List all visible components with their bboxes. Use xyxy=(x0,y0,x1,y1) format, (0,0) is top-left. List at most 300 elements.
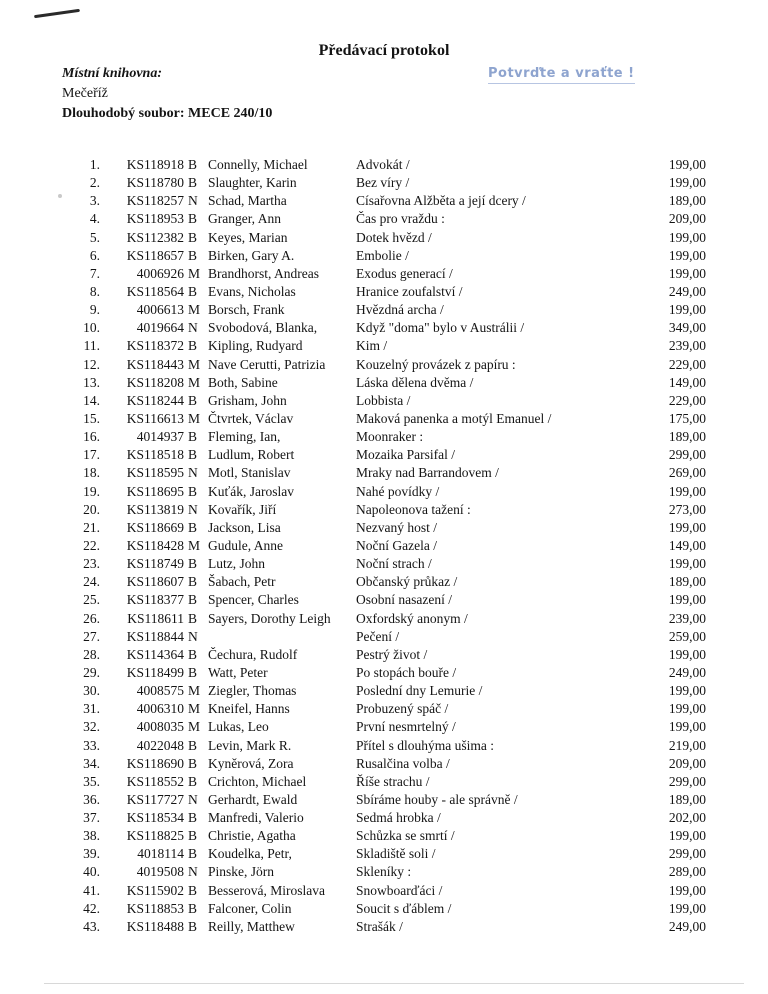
item-type: B xyxy=(188,211,198,227)
item-title: Kim / xyxy=(356,338,388,354)
item-code: KS118780 xyxy=(126,175,184,191)
item-title: Probuzený spáč / xyxy=(356,701,449,717)
list-item xyxy=(0,573,768,591)
item-price: 202,00 xyxy=(668,810,706,826)
item-title: Nahé povídky / xyxy=(356,483,440,499)
item-code: 4022048 xyxy=(136,737,184,753)
item-title: Občanský průkaz / xyxy=(356,574,458,590)
item-author: Evans, Nicholas xyxy=(208,283,296,299)
item-author: Kuťák, Jaroslav xyxy=(208,483,294,499)
item-type: B xyxy=(188,592,198,608)
item-type: B xyxy=(188,175,198,191)
list-item xyxy=(0,247,768,265)
item-author: Connelly, Michael xyxy=(208,157,308,172)
item-number: 6. xyxy=(89,247,100,263)
item-author: Nave Cerutti, Patrizia xyxy=(208,356,326,372)
item-number: 26. xyxy=(83,610,100,626)
item-type: M xyxy=(188,265,201,281)
list-item xyxy=(0,446,768,464)
item-price: 149,00 xyxy=(668,374,706,390)
item-type: B xyxy=(188,755,198,771)
item-price: 349,00 xyxy=(668,320,706,336)
list-item xyxy=(0,537,768,555)
item-title: Exodus generací / xyxy=(356,265,453,281)
list-item xyxy=(0,918,768,936)
item-author: Motl, Stanislav xyxy=(208,465,291,481)
item-number: 37. xyxy=(83,810,100,826)
item-author: Čtvrtek, Václav xyxy=(208,410,294,426)
item-price: 199,00 xyxy=(668,900,706,916)
item-code: 4018114 xyxy=(137,846,184,862)
item-type: M xyxy=(188,683,201,699)
item-price: 229,00 xyxy=(668,392,706,408)
item-title: Láska dělena dvěma / xyxy=(356,374,474,390)
item-code: KS118534 xyxy=(126,810,184,826)
item-type: B xyxy=(188,610,198,626)
item-code: KS118853 xyxy=(126,900,184,916)
item-number: 5. xyxy=(89,229,100,245)
item-type: B xyxy=(188,157,198,172)
item-number: 9. xyxy=(89,302,100,318)
item-code: KS118695 xyxy=(126,483,184,499)
item-author: Kovařík, Jiří xyxy=(208,501,277,517)
item-type: N xyxy=(188,628,198,644)
item-code: 4008575 xyxy=(136,683,184,699)
item-title: Schůzka se smrtí / xyxy=(356,828,455,844)
item-code: KS118499 xyxy=(126,664,184,680)
item-code: KS118749 xyxy=(126,556,184,572)
list-item xyxy=(0,628,768,646)
item-title: Lobbista / xyxy=(356,392,411,408)
list-item xyxy=(0,610,768,628)
item-author: Besserová, Miroslava xyxy=(208,882,325,898)
list-item xyxy=(0,483,768,501)
item-title: Hvězdná archa / xyxy=(356,302,444,318)
item-price: 199,00 xyxy=(668,265,706,281)
item-type: N xyxy=(188,193,198,209)
item-type: M xyxy=(188,537,201,553)
item-code: KS118443 xyxy=(126,356,184,372)
item-price: 199,00 xyxy=(668,646,706,662)
item-author: Svobodová, Blanka, xyxy=(208,320,318,336)
list-item xyxy=(0,156,768,174)
bottom-rule xyxy=(44,983,744,984)
item-price: 199,00 xyxy=(668,701,706,717)
document-title: Předávací protokol xyxy=(318,42,450,59)
list-item xyxy=(0,682,768,700)
item-title: Napoleonova tažení : xyxy=(356,501,471,517)
item-number: 12. xyxy=(83,356,100,372)
item-author: Čechura, Rudolf xyxy=(208,646,298,662)
item-title: Kouzelný provázek z papíru : xyxy=(356,356,516,372)
item-type: B xyxy=(188,429,198,445)
item-number: 29. xyxy=(83,664,100,680)
item-code: KS118657 xyxy=(126,247,184,263)
item-type: B xyxy=(188,574,198,590)
item-code: KS118607 xyxy=(126,574,184,590)
item-type: B xyxy=(188,519,198,535)
list-item xyxy=(0,319,768,337)
item-type: M xyxy=(188,356,201,372)
list-item xyxy=(0,392,768,410)
item-price: 199,00 xyxy=(668,592,706,608)
item-author: Lukas, Leo xyxy=(208,719,269,735)
item-title: Poslední dny Lemurie / xyxy=(356,683,483,699)
item-price: 149,00 xyxy=(668,537,706,553)
item-code: KS118372 xyxy=(126,338,184,354)
item-type: B xyxy=(188,846,198,862)
item-author: Grisham, John xyxy=(208,392,287,408)
item-code: KS118595 xyxy=(126,465,184,481)
list-item xyxy=(0,646,768,664)
list-item xyxy=(0,755,768,773)
item-title: Čas pro vraždu : xyxy=(356,211,445,227)
item-author: Pinske, Jörn xyxy=(208,864,275,880)
item-number: 27. xyxy=(83,628,100,644)
item-title: První nesmrtelný / xyxy=(356,719,456,735)
item-code: KS114364 xyxy=(126,646,184,662)
item-code: 4008035 xyxy=(136,719,184,735)
item-number: 28. xyxy=(83,646,100,662)
item-number: 31. xyxy=(83,701,100,717)
item-price: 269,00 xyxy=(668,465,706,481)
item-type: B xyxy=(188,247,198,263)
item-price: 199,00 xyxy=(668,719,706,735)
list-item xyxy=(0,700,768,718)
item-title: Nezvaný host / xyxy=(356,519,437,535)
item-title: Dotek hvězd / xyxy=(356,229,432,245)
list-item xyxy=(0,882,768,900)
item-title: Skleníky : xyxy=(356,864,412,880)
item-code: KS112382 xyxy=(126,229,184,245)
list-item xyxy=(0,664,768,682)
item-number: 40. xyxy=(83,864,100,880)
item-title: Oxfordský anonym / xyxy=(356,610,468,626)
item-number: 22. xyxy=(83,537,100,553)
item-code: 4019508 xyxy=(136,864,184,880)
item-author: Slaughter, Karin xyxy=(208,175,297,191)
item-type: B xyxy=(188,338,198,354)
item-code: KS118611 xyxy=(127,610,184,626)
item-author: Ludlum, Robert xyxy=(208,447,295,463)
item-title: Hranice zoufalství / xyxy=(356,283,463,299)
item-number: 10. xyxy=(83,320,100,336)
list-item xyxy=(0,827,768,845)
item-number: 21. xyxy=(83,519,100,535)
item-code: KS118564 xyxy=(126,283,184,299)
item-author: Ziegler, Thomas xyxy=(208,683,297,699)
item-title: Pestrý život / xyxy=(356,646,428,662)
item-price: 229,00 xyxy=(668,356,706,372)
list-item xyxy=(0,174,768,192)
item-title: Mraky nad Barrandovem / xyxy=(356,465,499,481)
item-type: B xyxy=(188,483,198,499)
item-number: 16. xyxy=(83,429,100,445)
item-code: KS116613 xyxy=(126,410,184,426)
item-code: KS117727 xyxy=(126,791,184,807)
list-item xyxy=(0,845,768,863)
item-type: M xyxy=(188,410,201,426)
item-price: 219,00 xyxy=(668,737,706,753)
item-code: 4019664 xyxy=(136,320,184,336)
item-title: Bez víry / xyxy=(356,175,410,191)
item-price: 189,00 xyxy=(668,429,706,445)
item-number: 38. xyxy=(83,828,100,844)
item-type: B xyxy=(188,447,198,463)
item-author: Koudelka, Petr, xyxy=(208,846,292,862)
item-code: KS118552 xyxy=(126,773,184,789)
item-code: KS118518 xyxy=(126,447,184,463)
item-price: 239,00 xyxy=(668,338,706,354)
item-author: Jackson, Lisa xyxy=(208,519,281,535)
item-price: 199,00 xyxy=(668,175,706,191)
item-type: M xyxy=(188,374,201,390)
item-author: Gudule, Anne xyxy=(208,537,283,553)
list-item xyxy=(0,410,768,428)
item-code: KS118208 xyxy=(126,374,184,390)
item-number: 24. xyxy=(83,574,100,590)
item-author: Birken, Gary A. xyxy=(208,247,295,263)
item-code: 4006310 xyxy=(136,701,184,717)
item-author: Spencer, Charles xyxy=(208,592,299,608)
item-number: 20. xyxy=(83,501,100,517)
item-code: KS118428 xyxy=(126,537,184,553)
item-code: KS118953 xyxy=(126,211,184,227)
list-item xyxy=(0,356,768,374)
item-author: Levin, Mark R. xyxy=(208,737,292,753)
list-item xyxy=(0,464,768,482)
item-code: KS118669 xyxy=(126,519,184,535)
item-type: B xyxy=(188,283,198,299)
item-number: 25. xyxy=(83,592,100,608)
item-author: Granger, Ann xyxy=(208,211,281,227)
item-number: 36. xyxy=(83,791,100,807)
item-type: B xyxy=(188,773,198,789)
item-price: 273,00 xyxy=(668,501,706,517)
list-item xyxy=(0,265,768,283)
item-price: 289,00 xyxy=(668,864,706,880)
item-number: 4. xyxy=(89,211,100,227)
item-type: M xyxy=(188,719,201,735)
list-item xyxy=(0,718,768,736)
item-title: Moonraker : xyxy=(356,429,424,445)
item-author: Šabach, Petr xyxy=(208,574,276,590)
item-author: Watt, Peter xyxy=(208,664,268,680)
item-author: Brandhorst, Andreas xyxy=(208,265,319,281)
collection-label: Dlouhodobý soubor: MECE 240/10 xyxy=(62,106,273,121)
item-type: B xyxy=(188,392,198,408)
item-author: Sayers, Dorothy Leigh xyxy=(208,610,331,626)
item-author: Christie, Agatha xyxy=(208,828,296,844)
item-price: 249,00 xyxy=(668,283,706,299)
item-number: 19. xyxy=(83,483,100,499)
list-item xyxy=(0,301,768,319)
item-price: 199,00 xyxy=(668,556,706,572)
item-number: 35. xyxy=(83,773,100,789)
item-code: KS118918 xyxy=(126,157,184,172)
list-item xyxy=(0,555,768,573)
item-title: Skladiště soli / xyxy=(356,846,436,862)
item-price: 199,00 xyxy=(668,882,706,898)
item-type: N xyxy=(188,501,198,517)
list-item xyxy=(0,337,768,355)
item-title: Císařovna Alžběta a její dcery / xyxy=(356,193,526,209)
item-price: 299,00 xyxy=(668,773,706,789)
item-author: Kyněrová, Zora xyxy=(208,755,294,771)
item-author: Keyes, Marian xyxy=(208,229,288,245)
item-price: 239,00 xyxy=(668,610,706,626)
item-author: Crichton, Michael xyxy=(208,773,307,789)
item-number: 23. xyxy=(83,556,100,572)
item-title: Mozaika Parsifal / xyxy=(356,447,455,463)
item-price: 189,00 xyxy=(668,193,706,209)
item-price: 299,00 xyxy=(668,846,706,862)
item-code: KS118488 xyxy=(126,918,184,934)
list-item xyxy=(0,192,768,210)
item-author: Reilly, Matthew xyxy=(208,918,295,934)
item-price: 259,00 xyxy=(668,628,706,644)
item-type: B xyxy=(188,810,198,826)
item-type: B xyxy=(188,646,198,662)
item-price: 199,00 xyxy=(668,229,706,245)
item-code: KS118244 xyxy=(126,392,184,408)
item-price: 299,00 xyxy=(668,447,706,463)
item-price: 199,00 xyxy=(668,302,706,318)
list-item xyxy=(0,900,768,918)
item-title: Říše strachu / xyxy=(356,773,430,789)
item-title: Pečení / xyxy=(356,628,400,644)
list-item xyxy=(0,229,768,247)
library-label: Místní knihovna: xyxy=(62,66,162,81)
item-price: 209,00 xyxy=(668,755,706,771)
item-type: N xyxy=(188,465,198,481)
item-type: B xyxy=(188,918,198,934)
item-price: 199,00 xyxy=(668,247,706,263)
item-title: Strašák / xyxy=(356,918,403,934)
item-author: Gerhardt, Ewald xyxy=(208,791,298,807)
list-item xyxy=(0,737,768,755)
item-title: Po stopách bouře / xyxy=(356,664,457,680)
item-price: 199,00 xyxy=(668,519,706,535)
item-code: KS113819 xyxy=(126,501,184,517)
item-code: KS118690 xyxy=(126,755,184,771)
item-code: 4014937 xyxy=(136,429,184,445)
item-number: 14. xyxy=(83,392,100,408)
item-price: 199,00 xyxy=(668,828,706,844)
item-number: 33. xyxy=(83,737,100,753)
item-code: KS118844 xyxy=(126,628,184,644)
item-type: M xyxy=(188,701,201,717)
item-title: Advokát / xyxy=(356,157,410,172)
item-code: 4006613 xyxy=(136,302,184,318)
item-author: Kneifel, Hanns xyxy=(208,701,290,717)
item-price: 189,00 xyxy=(668,791,706,807)
item-title: Osobní nasazení / xyxy=(356,592,452,608)
item-title: Sbíráme houby - ale správně / xyxy=(356,791,518,807)
list-item xyxy=(0,501,768,519)
item-number: 1. xyxy=(89,157,100,172)
item-title: Noční Gazela / xyxy=(356,537,437,553)
pen-mark xyxy=(34,9,80,18)
item-number: 8. xyxy=(89,283,100,299)
item-type: B xyxy=(188,828,198,844)
item-number: 2. xyxy=(89,175,100,191)
item-code: KS118377 xyxy=(126,592,184,608)
list-item xyxy=(0,283,768,301)
library-name: Mečeříž xyxy=(62,86,108,101)
item-title: Snowboarďáci / xyxy=(356,882,443,898)
item-number: 43. xyxy=(83,918,100,934)
item-type: B xyxy=(188,882,198,898)
item-author: Borsch, Frank xyxy=(208,302,285,318)
item-author: Falconer, Colin xyxy=(208,900,292,916)
item-price: 199,00 xyxy=(668,483,706,499)
item-number: 18. xyxy=(83,465,100,481)
item-author: Schad, Martha xyxy=(208,193,287,209)
item-type: B xyxy=(188,556,198,572)
list-item xyxy=(0,519,768,537)
item-type: N xyxy=(188,320,198,336)
item-number: 7. xyxy=(89,265,100,281)
item-author: Manfredi, Valerio xyxy=(208,810,304,826)
item-number: 11. xyxy=(83,338,100,354)
item-author: Both, Sabine xyxy=(208,374,278,390)
item-code: KS118825 xyxy=(126,828,184,844)
item-number: 42. xyxy=(83,900,100,916)
item-price: 199,00 xyxy=(668,683,706,699)
item-number: 32. xyxy=(83,719,100,735)
item-title: Maková panenka a motýl Emanuel / xyxy=(356,410,552,426)
item-price: 209,00 xyxy=(668,211,706,227)
item-price: 175,00 xyxy=(668,410,706,426)
item-type: M xyxy=(188,302,201,318)
item-price: 199,00 xyxy=(668,157,706,172)
list-item xyxy=(0,863,768,881)
item-type: B xyxy=(188,664,198,680)
list-item xyxy=(0,791,768,809)
item-author: Kipling, Rudyard xyxy=(208,338,303,354)
item-type: N xyxy=(188,864,198,880)
item-price: 249,00 xyxy=(668,918,706,934)
item-number: 30. xyxy=(83,683,100,699)
list-item xyxy=(0,210,768,228)
list-item xyxy=(0,773,768,791)
item-number: 13. xyxy=(83,374,100,390)
item-type: N xyxy=(188,791,198,807)
item-number: 39. xyxy=(83,846,100,862)
item-title: Embolie / xyxy=(356,247,409,263)
item-type: B xyxy=(188,900,198,916)
item-price: 249,00 xyxy=(668,664,706,680)
item-number: 3. xyxy=(89,193,100,209)
item-code: KS118257 xyxy=(126,193,184,209)
item-type: B xyxy=(188,737,198,753)
list-item xyxy=(0,591,768,609)
item-title: Sedmá hrobka / xyxy=(356,810,441,826)
item-type: B xyxy=(188,229,198,245)
item-author: Fleming, Ian, xyxy=(208,429,281,445)
confirm-stamp: Potvrďte a vraťte ! xyxy=(488,66,635,84)
item-price: 189,00 xyxy=(668,574,706,590)
item-title: Rusalčina volba / xyxy=(356,755,450,771)
item-list xyxy=(0,156,768,936)
list-item xyxy=(0,428,768,446)
item-title: Když "doma" bylo v Austrálii / xyxy=(356,320,525,336)
item-number: 34. xyxy=(83,755,100,771)
item-author: Lutz, John xyxy=(208,556,265,572)
item-title: Noční strach / xyxy=(356,556,432,572)
item-code: KS115902 xyxy=(126,882,184,898)
